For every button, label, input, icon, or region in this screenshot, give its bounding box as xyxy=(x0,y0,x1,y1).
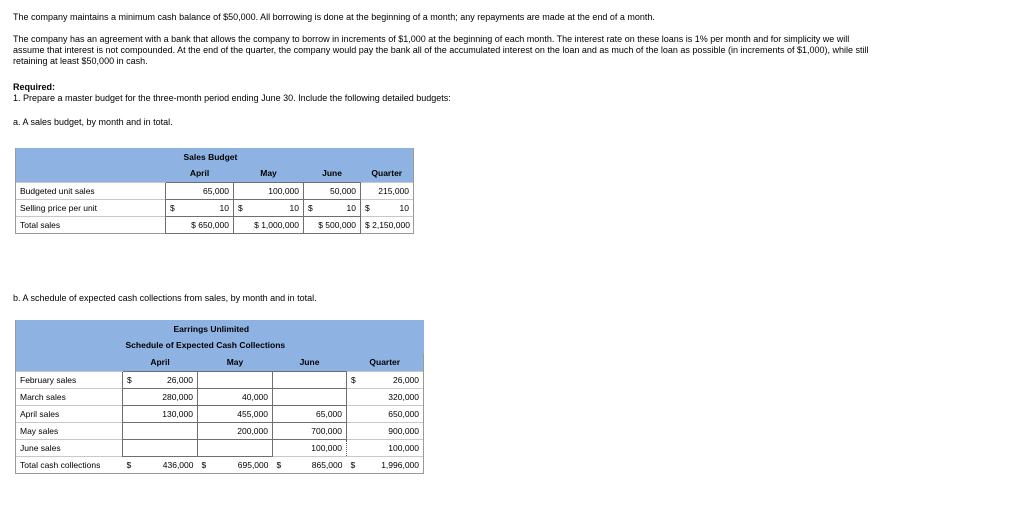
june-total: $ 865,000 xyxy=(273,456,347,473)
may-cell[interactable]: $ 1,000,000 xyxy=(234,216,304,233)
april-cell[interactable] xyxy=(140,439,198,456)
part-a-label: a. A sales budget, by month and in total. xyxy=(13,117,173,127)
table-row xyxy=(16,405,424,422)
june-cell[interactable]: $ 10 xyxy=(304,199,361,216)
may-cell[interactable]: 200,000 xyxy=(198,422,273,439)
table-row xyxy=(16,182,414,199)
april-cell[interactable]: $ 10 xyxy=(166,199,234,216)
row-label: Budgeted unit sales xyxy=(16,182,166,199)
row-label: April sales xyxy=(16,405,123,422)
intro-line-1: The company maintains a minimum cash balance of $50,000. All borrowing is done at the beginning of a month; any repayments are made at the end of a month. xyxy=(13,12,655,22)
intro-line-4: retaining at least $50,000 in cash. xyxy=(13,56,148,66)
sales-budget-table xyxy=(15,148,414,234)
april-cell[interactable]: 130,000 xyxy=(140,405,198,422)
col-header-quarter: Quarter xyxy=(347,354,424,371)
may-cell[interactable]: 455,000 xyxy=(198,405,273,422)
quarter-cell: 900,000 xyxy=(347,422,424,439)
april-cell[interactable]: 65,000 xyxy=(166,182,234,199)
quarter-cell: 320,000 xyxy=(347,388,424,405)
may-cell[interactable]: 100,000 xyxy=(234,182,304,199)
currency-sign: $ xyxy=(350,459,356,470)
currency-sign: $ xyxy=(308,202,313,213)
schedule-title: Schedule of Expected Cash Collections xyxy=(125,340,286,350)
currency-sign: $ xyxy=(123,371,140,388)
required-heading: Required: xyxy=(13,82,56,92)
col-header-quarter: Quarter xyxy=(361,165,414,182)
april-cell[interactable] xyxy=(140,422,198,439)
june-cell[interactable] xyxy=(273,371,347,388)
may-total: $ 695,000 xyxy=(198,456,273,473)
currency-sign: $ xyxy=(276,459,282,470)
col-header-april: April xyxy=(166,165,234,182)
table-row xyxy=(16,199,414,216)
june-cell[interactable]: 65,000 xyxy=(273,405,347,422)
col-header-may: May xyxy=(234,165,304,182)
sales-budget-title: Sales Budget xyxy=(166,148,304,165)
currency-sign: $ xyxy=(201,459,207,470)
currency-sign: $ xyxy=(170,202,175,213)
company-name: Earrings Unlimited xyxy=(140,320,424,337)
row-label: March sales xyxy=(16,388,123,405)
june-cell[interactable]: 50,000 xyxy=(304,182,361,199)
june-cell[interactable]: $ 500,000 xyxy=(304,216,361,233)
col-header-june: June xyxy=(304,165,361,182)
june-cell[interactable]: 100,000 xyxy=(273,439,347,456)
quarter-total: $ 1,996,000 xyxy=(347,456,424,473)
april-total: 436,000 xyxy=(140,456,198,473)
quarter-cell: 650,000 xyxy=(347,405,424,422)
currency-sign: $ xyxy=(123,456,140,473)
row-label: Selling price per unit xyxy=(16,199,166,216)
quarter-cell: $ 26,000 xyxy=(347,371,424,388)
intro-line-2: The company has an agreement with a bank that allows the company to borrow in increments of $1,000 at the beginning of each month. The interest rate on these loans is 1% per month and for simplicity we will xyxy=(13,34,850,44)
part-b-label: b. A schedule of expected cash collections from sales, by month and in total. xyxy=(13,293,317,303)
currency-sign: $ xyxy=(351,374,356,385)
quarter-cell: $ 2,150,000 xyxy=(361,216,414,233)
table-row xyxy=(16,422,424,439)
row-label: Total sales xyxy=(16,216,166,233)
currency-sign: $ xyxy=(365,202,370,213)
cash-collections-table xyxy=(15,320,424,474)
may-cell[interactable]: 40,000 xyxy=(198,388,273,405)
table-row xyxy=(16,439,424,456)
row-label: Total cash collections xyxy=(16,456,123,473)
table-row xyxy=(16,371,424,388)
quarter-cell: 215,000 xyxy=(361,182,414,199)
april-cell[interactable]: 26,000 xyxy=(140,371,198,388)
intro-line-3: assume that interest is not compounded. At the end of the quarter, the company would pay the bank all of the accumulated interest on the loan and as much of the loan as possible (in increments of $1,000), while still xyxy=(13,45,869,55)
may-cell[interactable]: $ 10 xyxy=(234,199,304,216)
may-cell[interactable] xyxy=(198,371,273,388)
may-cell[interactable] xyxy=(198,439,273,456)
table-row xyxy=(16,216,414,233)
row-label: June sales xyxy=(16,439,123,456)
april-cell[interactable]: 280,000 xyxy=(140,388,198,405)
row-label: May sales xyxy=(16,422,123,439)
june-cell[interactable] xyxy=(273,388,347,405)
quarter-cell: $ 10 xyxy=(361,199,414,216)
row-label: February sales xyxy=(16,371,123,388)
required-item-1: 1. Prepare a master budget for the three-month period ending June 30. Include the following detailed budgets: xyxy=(13,93,451,103)
table-row xyxy=(16,388,424,405)
col-header-april: April xyxy=(123,354,198,371)
currency-sign: $ xyxy=(238,202,243,213)
col-header-may: May xyxy=(198,354,273,371)
table-row xyxy=(16,456,424,473)
june-cell[interactable]: 700,000 xyxy=(273,422,347,439)
col-header-june: June xyxy=(273,354,347,371)
april-cell[interactable]: $ 650,000 xyxy=(166,216,234,233)
quarter-cell: 100,000 xyxy=(347,439,424,456)
